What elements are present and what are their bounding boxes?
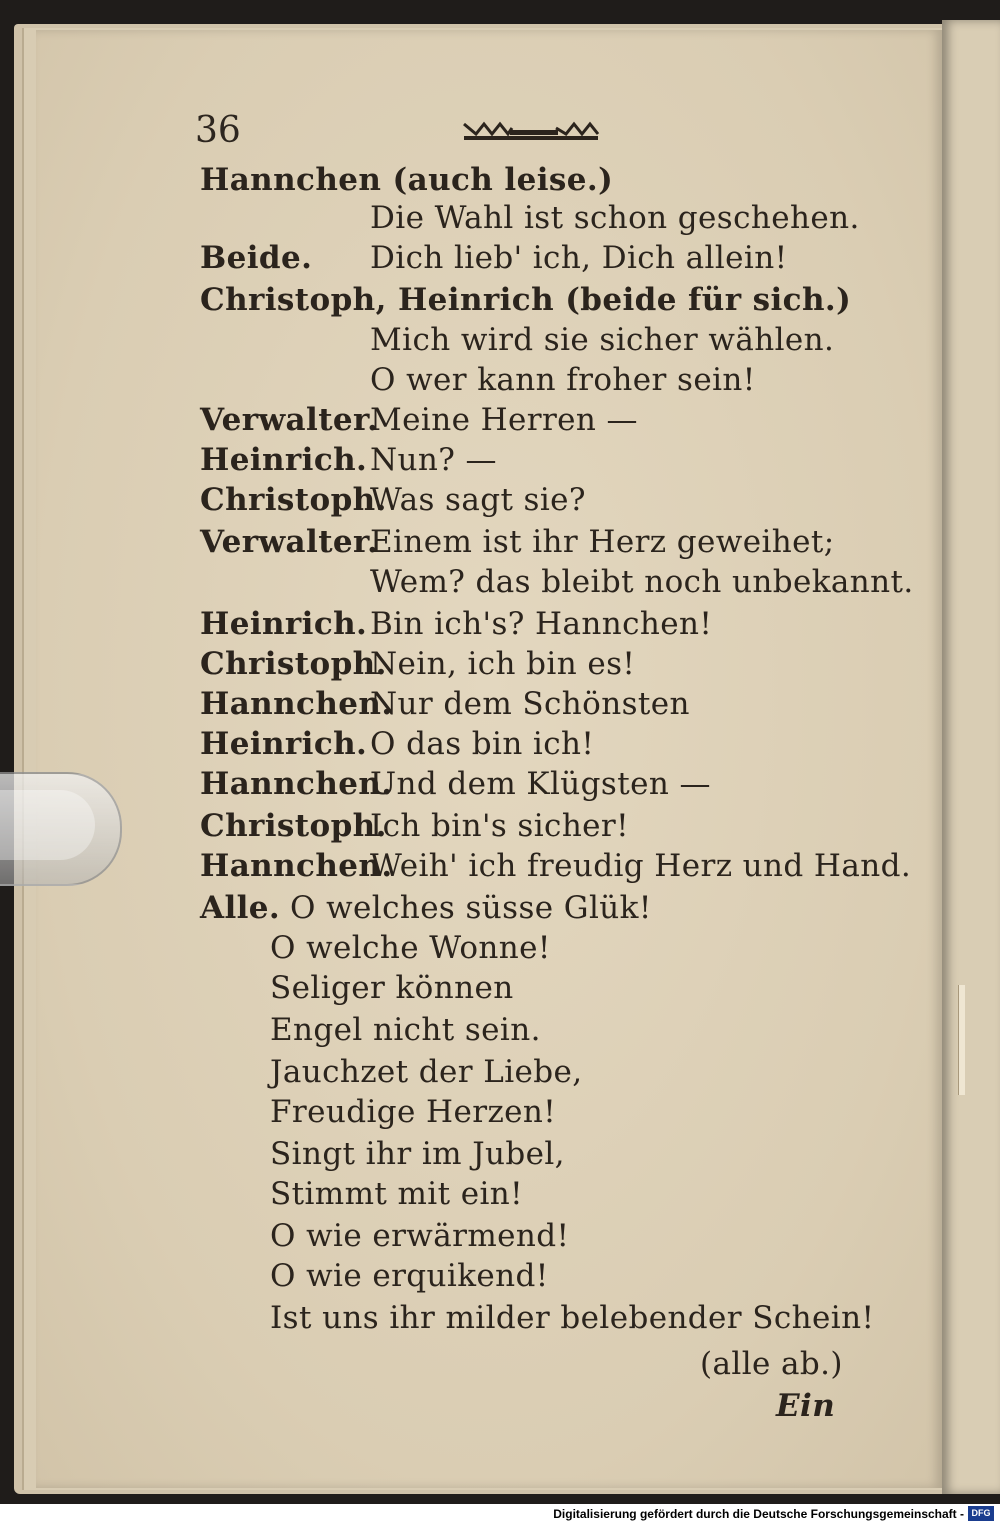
chorus-line: O wie erquikend! [270, 1258, 549, 1294]
line-text: Die Wahl ist schon geschehen. [370, 200, 860, 236]
line-text: Mich wird sie sicher wählen. [370, 322, 835, 358]
facing-page-edge [942, 20, 1000, 1494]
speaker-heinrich: Heinrich. [200, 606, 368, 642]
line-text: Wem? das bleibt noch unbekannt. [370, 564, 914, 600]
line-text: Was sagt sie? [370, 482, 586, 518]
speaker-heinrich: Heinrich. [200, 442, 368, 478]
speaker-hannchen: Hannchen. [200, 686, 393, 722]
speaker-verwalter: Verwalter. [200, 524, 379, 560]
line-text: O welches süsse Glük! [290, 890, 652, 926]
speaker-hannchen: Hannchen. [200, 766, 393, 802]
paper-tear [958, 985, 965, 1095]
ornament-icon [462, 118, 602, 142]
speaker-christoph: Christoph. [200, 646, 387, 682]
dfg-logo-icon: DFG [968, 1506, 994, 1521]
speaker-christoph: Christoph. [200, 808, 387, 844]
footer-text: Digitalisierung gefördert durch die Deutsche Forschungsgemeinschaft - [553, 1507, 964, 1521]
chorus-line: Stimmt mit ein! [270, 1176, 524, 1212]
line-text: Nein, ich bin es! [370, 646, 636, 682]
speaker-beide: Beide. [200, 240, 313, 276]
chorus-line: Freudige Herzen! [270, 1094, 557, 1130]
page-clip-highlight [0, 790, 95, 860]
speaker-verwalter: Verwalter. [200, 402, 379, 438]
footer-bar [0, 1504, 1000, 1524]
line-text: Einem ist ihr Herz geweihet; [370, 524, 835, 560]
chorus-line: Singt ihr im Jubel, [270, 1136, 565, 1172]
speaker-hannchen-1: Hannchen (auch leise.) [200, 162, 614, 198]
speaker-christoph-heinrich: Christoph, Heinrich (beide für sich.) [200, 282, 852, 318]
line-text: Nur dem Schönsten [370, 686, 690, 722]
chorus-line: Ist uns ihr milder belebender Schein! [270, 1300, 875, 1336]
chorus-line: O welche Wonne! [270, 930, 551, 966]
line-text: O wer kann froher sein! [370, 362, 756, 398]
speaker-heinrich: Heinrich. [200, 726, 368, 762]
chorus-line: O wie erwärmend! [270, 1218, 570, 1254]
page-number: 36 [195, 110, 241, 151]
speaker-christoph: Christoph. [200, 482, 387, 518]
chorus-line: Engel nicht sein. [270, 1012, 541, 1048]
line-text: Meine Herren — [370, 402, 638, 438]
speaker-alle: Alle. [200, 890, 281, 926]
line-text: Weih' ich freudig Herz und Hand. [370, 848, 912, 884]
speaker-hannchen: Hannchen. [200, 848, 393, 884]
stage-direction: (alle ab.) [700, 1346, 843, 1382]
line-text: Ich bin's sicher! [370, 808, 630, 844]
catchword: Ein [776, 1388, 836, 1424]
chorus-line: Jauchzet der Liebe, [270, 1054, 583, 1090]
line-text: Bin ich's? Hannchen! [370, 606, 713, 642]
chorus-line: Seliger können [270, 970, 514, 1006]
line-text: Nun? — [370, 442, 497, 478]
line-text: Dich lieb' ich, Dich allein! [370, 240, 788, 276]
line-text: Und dem Klügsten — [370, 766, 711, 802]
line-text: O das bin ich! [370, 726, 595, 762]
